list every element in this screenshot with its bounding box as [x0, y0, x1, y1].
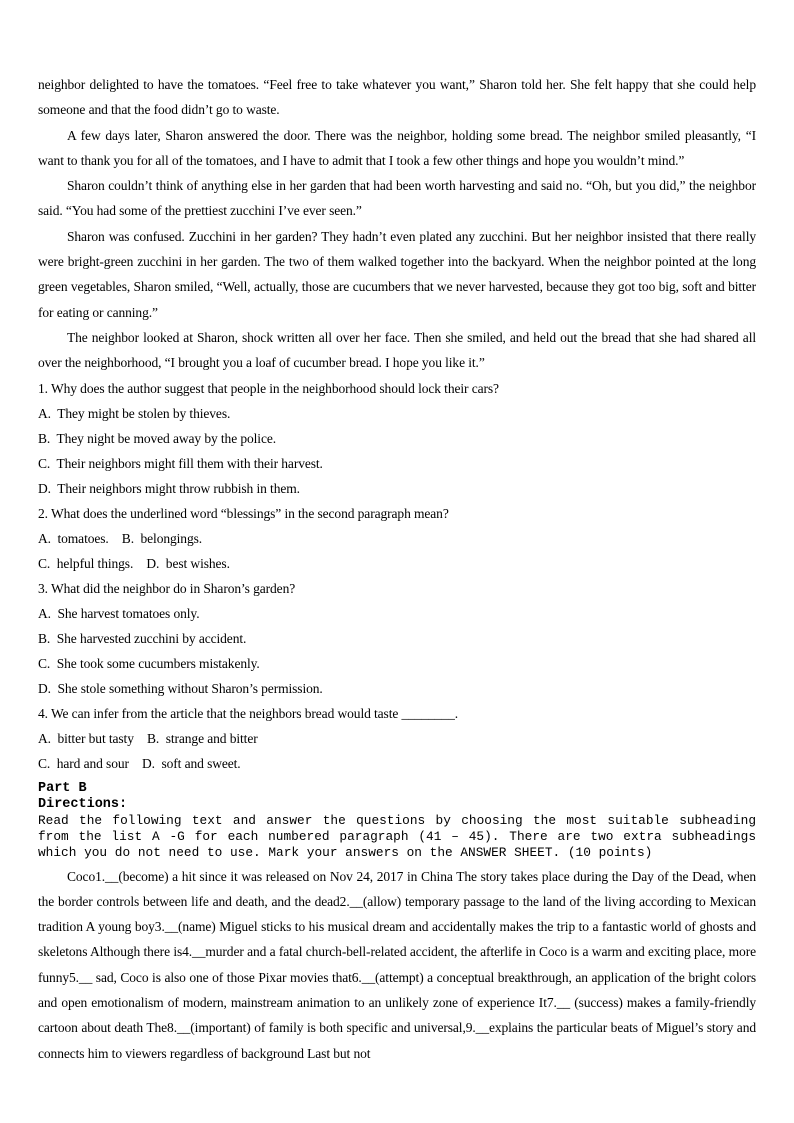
question-option: B. They night be moved away by the police.	[38, 430, 277, 446]
part-b-section	[38, 781, 756, 861]
directions-label: Directions:	[38, 796, 128, 812]
question-option: A. She harvest tomatoes only.	[38, 605, 200, 621]
reading-passage	[38, 72, 756, 376]
directions-text: Read the following text and answer the questions by choosing the most suitable subheading from the list A -G for each numbered paragraph (41 – 45). There are two extra subheadings which you do not need to use. Mark your answers on the ANSWER SHEET. (10 points)	[38, 812, 756, 860]
passage-paragraph: Sharon couldn’t think of anything else in her garden that had been worth harvesting and said no. “Oh, but you did,” the neighbor said. “You had some of the prettiest zucchini I’ve ever seen.”	[38, 178, 756, 219]
passage-paragraph: neighbor delighted to have the tomatoes. “Feel free to take whatever you want,” Sharon told her. She felt happy that she could help someone and that the food didn’t go to waste.	[38, 77, 756, 118]
passage-paragraph: The neighbor looked at Sharon, shock written all over her face. Then she smiled, and held out the bread that she had shared all over the neighborhood, “I brought you a loaf of cucumber bread. I hope you like it.”	[38, 329, 756, 371]
question-option: C. Their neighbors might fill them with their harvest.	[38, 455, 323, 471]
question-option: A. tomatoes. B. belongings.	[38, 530, 203, 546]
question-option: A. They might be stolen by thieves.	[38, 405, 231, 421]
question-option: C. She took some cucumbers mistakenly.	[38, 655, 260, 671]
question-stem: 2. What does the underlined word “blessings” in the second paragraph mean?	[38, 505, 449, 521]
questions-section	[38, 376, 756, 776]
question-option: B. She harvested zucchini by accident.	[38, 630, 247, 646]
part-b-heading: Part B	[38, 780, 87, 796]
question-stem: 3. What did the neighbor do in Sharon’s garden?	[38, 580, 296, 596]
question-stem: 4. We can infer from the article that the neighbors bread would taste ________.	[38, 705, 459, 721]
question-option: A. bitter but tasty B. strange and bitter	[38, 730, 258, 746]
question-option: D. She stole something without Sharon’s permission.	[38, 680, 323, 696]
question-option: C. helpful things. D. best wishes.	[38, 555, 230, 571]
passage-paragraph: A few days later, Sharon answered the door. There was the neighbor, holding some bread. The neighbor smiled pleasantly, “I want to thank you for all of the tomatoes, and I have to admit that I took a few other things and hope you wouldn’t mind.”	[38, 127, 756, 168]
cloze-paragraph: Coco1.__(become) a hit since it was released on Nov 24, 2017 in China The story takes place during the Day of the Dead, when the border controls between life and death, and the dead2.__(allow) temporary passage to the land of the living according to Mexican tradition A young boy3.__(name) Miguel sticks to his musical dream and accidentally makes the trip to a fantastic world of ghosts and skeletons Although there is4.__murder and a fatal church-bell-related accident, the afterlife in Coco is a warm and exciting place, more funny5.__ sad, Coco is also one of those Pixar movies that6.__(attempt) a conceptual breakthrough, an application of the bright colors and open emotionalism of modern, mainstream animation to an unlikely zone of experience It7.__ (success) makes a family-friendly cartoon about death The8.__(important) of family is both specific and universal,9.__explains the particular beats of Miguel’s story and connects him to viewers regardless of background Last but not	[38, 868, 756, 1061]
question-option: D. Their neighbors might throw rubbish in them.	[38, 480, 300, 496]
question-stem: 1. Why does the author suggest that people in the neighborhood should lock their cars?	[38, 380, 499, 396]
question-option: C. hard and sour D. soft and sweet.	[38, 755, 241, 771]
passage-paragraph: Sharon was confused. Zucchini in her garden? They hadn’t even plated any zucchini. But her neighbor insisted that there really were bright-green zucchini in her garden. The two of them walked together into the backyard. When the neighbor pointed at the long green vegetables, Sharon smiled, “Well, actually, those are cucumbers that we never harvested, because they got too big, soft and bitter for eating or canning.”	[38, 228, 756, 320]
